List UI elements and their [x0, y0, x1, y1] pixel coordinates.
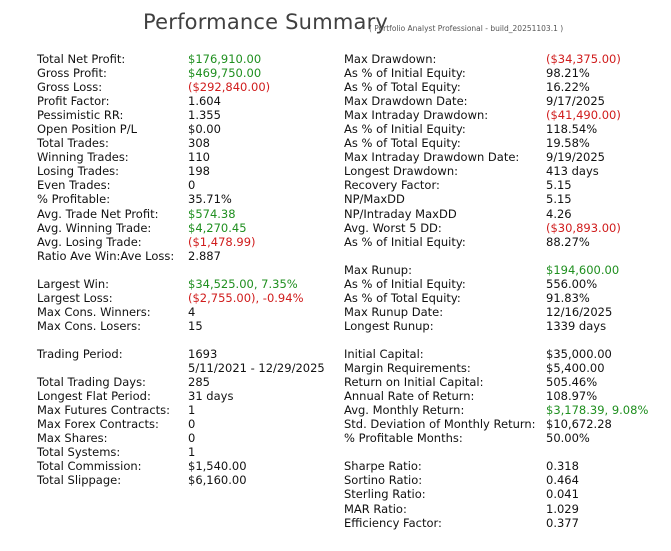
metric-value: 98.21%	[546, 66, 590, 81]
metric-row	[344, 164, 664, 178]
metric-label: Initial Capital:	[344, 346, 424, 361]
metric-value: 1339 days	[546, 318, 607, 333]
metric-label: Gross Profit:	[37, 66, 107, 81]
metric-value: 413 days	[546, 164, 599, 179]
metric-value: $0.00	[188, 122, 221, 137]
metric-label: As % of Initial Equity:	[344, 276, 466, 291]
metric-value: $35,000.00	[546, 346, 612, 361]
metric-row	[344, 122, 664, 136]
metric-label: As % of Total Equity:	[344, 136, 461, 151]
metric-row	[344, 389, 664, 403]
metric-value: 16.22%	[546, 80, 590, 95]
metric-value: 12/16/2025	[546, 304, 613, 319]
metric-row	[37, 431, 337, 445]
metric-label: Avg. Worst 5 DD:	[344, 220, 442, 235]
metric-value: 5/11/2021 - 12/29/2025	[188, 361, 325, 376]
metric-label: Longest Drawdown:	[344, 164, 459, 179]
metric-row	[344, 417, 664, 431]
metric-row	[344, 319, 664, 333]
metric-value: 0.377	[546, 515, 579, 530]
metric-value: 110	[188, 150, 210, 165]
metric-value: 31 days	[188, 389, 234, 404]
metric-label: Annual Rate of Return:	[344, 389, 475, 404]
metric-label: Total Slippage:	[37, 473, 122, 488]
spacer-row	[344, 249, 664, 263]
metric-value: 4.26	[546, 206, 572, 221]
left-metrics-column	[37, 52, 337, 487]
metric-label: NP/MaxDD	[344, 192, 405, 207]
metric-value: 1.029	[546, 501, 579, 516]
metric-row	[344, 431, 664, 445]
metric-label: % Profitable:	[37, 192, 111, 207]
metric-row	[37, 249, 337, 263]
metric-label: As % of Total Equity:	[344, 290, 461, 305]
metric-row	[37, 361, 337, 375]
metric-label: Trading Period:	[37, 346, 123, 361]
metric-row	[37, 305, 337, 319]
metric-label: As % of Initial Equity:	[344, 234, 466, 249]
metric-row	[344, 305, 664, 319]
metric-label: Profit Factor:	[37, 94, 110, 109]
metric-label: Max Intraday Drawdown Date:	[344, 150, 520, 165]
metric-label: Sharpe Ratio:	[344, 459, 422, 474]
metric-label: Max Runup:	[344, 262, 412, 277]
metric-label: Margin Requirements:	[344, 361, 471, 376]
metric-row	[344, 207, 664, 221]
metric-label: Avg. Winning Trade:	[37, 220, 152, 235]
metric-row	[344, 403, 664, 417]
build-subtitle: ( Portfolio Analyst Professional - build_20251103.1 )	[369, 24, 564, 33]
metric-row	[37, 52, 337, 66]
metric-row	[344, 347, 664, 361]
metric-row	[344, 375, 664, 389]
page-title: Performance Summary	[143, 10, 389, 34]
metric-value: 0	[188, 431, 196, 446]
metric-value: $1,540.00	[188, 459, 247, 474]
metric-label: Sterling Ratio:	[344, 487, 426, 502]
metric-value: 1	[188, 445, 196, 460]
metric-value: $34,525.00, 7.35%	[188, 276, 298, 291]
metric-value: 88.27%	[546, 234, 590, 249]
metric-value: 108.97%	[546, 389, 598, 404]
metric-value: ($2,755.00), -0.94%	[188, 290, 304, 305]
metric-label: Avg. Monthly Return:	[344, 403, 465, 418]
metric-row	[344, 487, 664, 501]
metric-label: Total Commission:	[37, 459, 142, 474]
metric-row	[344, 80, 664, 94]
metric-row	[37, 178, 337, 192]
metric-row	[344, 502, 664, 516]
metric-label: Max Forex Contracts:	[37, 417, 159, 432]
metric-label: Max Cons. Winners:	[37, 304, 151, 319]
report-header	[0, 10, 671, 40]
metric-row	[344, 52, 664, 66]
metric-value: 91.83%	[546, 290, 590, 305]
metric-row	[344, 178, 664, 192]
metric-row	[344, 192, 664, 206]
spacer-row	[37, 333, 337, 347]
metric-label: Largest Loss:	[37, 290, 113, 305]
metric-label: Max Drawdown Date:	[344, 94, 468, 109]
spacer-row	[344, 445, 664, 459]
metric-value: 556.00%	[546, 276, 598, 291]
metric-value: $5,400.00	[546, 361, 605, 376]
metric-row	[344, 473, 664, 487]
metric-row	[344, 291, 664, 305]
metric-row	[37, 150, 337, 164]
metric-value: $194,600.00	[546, 262, 620, 277]
metric-label: MAR Ratio:	[344, 501, 407, 516]
metric-label: Sortino Ratio:	[344, 473, 423, 488]
metric-value: 1	[188, 403, 196, 418]
metric-label: Total Trades:	[37, 136, 109, 151]
metric-value: 1.355	[188, 108, 221, 123]
metric-row	[344, 221, 664, 235]
metric-row	[37, 164, 337, 178]
metric-label: Longest Flat Period:	[37, 389, 151, 404]
metric-value: 9/19/2025	[546, 150, 605, 165]
metric-label: Avg. Trade Net Profit:	[37, 206, 159, 221]
metric-label: Gross Loss:	[37, 80, 103, 95]
metric-row	[344, 516, 664, 530]
metric-row	[37, 319, 337, 333]
metric-row	[37, 207, 337, 221]
metric-value: 50.00%	[546, 431, 590, 446]
metric-label: Total Trading Days:	[37, 375, 146, 390]
metric-label: Open Position P/L	[37, 122, 138, 137]
metric-label: Max Shares:	[37, 431, 108, 446]
metric-label: Ratio Ave Win:Ave Loss:	[37, 248, 175, 263]
metric-label: Largest Win:	[37, 276, 109, 291]
metric-value: $10,672.28	[546, 417, 612, 432]
metric-value: 2.887	[188, 248, 221, 263]
metric-label: As % of Initial Equity:	[344, 122, 466, 137]
metric-row	[37, 445, 337, 459]
metric-value: $3,178.39, 9.08%	[546, 403, 649, 418]
metric-value: $4,270.45	[188, 220, 247, 235]
metric-value: $469,750.00	[188, 66, 262, 81]
metric-value: 19.58%	[546, 136, 590, 151]
metric-label: Winning Trades:	[37, 150, 129, 165]
metric-label: Max Runup Date:	[344, 304, 444, 319]
metric-label: NP/Intraday MaxDD	[344, 206, 457, 221]
metric-value: 5.15	[546, 192, 572, 207]
metric-value: ($30,893.00)	[546, 220, 621, 235]
metric-value: 198	[188, 164, 210, 179]
metric-value: 0.041	[546, 487, 579, 502]
metric-row	[37, 136, 337, 150]
metric-row	[37, 473, 337, 487]
metric-row	[37, 403, 337, 417]
metric-label: Longest Runup:	[344, 318, 434, 333]
metric-value: $574.38	[188, 206, 236, 221]
metric-label: Pessimistic RR:	[37, 108, 124, 123]
metric-label: Max Futures Contracts:	[37, 403, 171, 418]
metric-label: Max Cons. Losers:	[37, 318, 141, 333]
metric-value: ($34,375.00)	[546, 52, 621, 66]
metric-row	[37, 375, 337, 389]
right-metrics-column	[344, 52, 664, 530]
metric-value: 1.604	[188, 94, 221, 109]
metric-row	[344, 277, 664, 291]
metric-row	[37, 122, 337, 136]
metric-label: Losing Trades:	[37, 164, 120, 179]
metric-row	[37, 192, 337, 206]
metric-label: Avg. Losing Trade:	[37, 234, 142, 249]
metric-row	[37, 66, 337, 80]
metric-label: Std. Deviation of Monthly Return:	[344, 417, 536, 432]
metric-label: Max Drawdown:	[344, 52, 437, 66]
metric-label: Total Systems:	[37, 445, 121, 460]
metric-label: % Profitable Months:	[344, 431, 463, 446]
metric-row	[344, 94, 664, 108]
metric-value: 0	[188, 417, 196, 432]
metric-value: ($41,490.00)	[546, 108, 621, 123]
metric-value: $176,910.00	[188, 52, 262, 66]
metric-label: Recovery Factor:	[344, 178, 440, 193]
metric-row	[344, 361, 664, 375]
metric-value: 285	[188, 375, 210, 390]
metric-value: ($292,840.00)	[188, 80, 271, 95]
metric-value: 5.15	[546, 178, 572, 193]
metric-value: $6,160.00	[188, 473, 247, 488]
spacer-row	[37, 263, 337, 277]
metric-row	[37, 221, 337, 235]
metric-row	[37, 94, 337, 108]
metric-row	[37, 80, 337, 94]
metric-value: 0.318	[546, 459, 579, 474]
metric-label: Total Net Profit:	[37, 52, 126, 66]
metric-label: Return on Initial Capital:	[344, 375, 484, 390]
metric-value: 4	[188, 304, 196, 319]
metric-row	[37, 459, 337, 473]
metric-label: Max Intraday Drawdown:	[344, 108, 489, 123]
metric-row	[37, 108, 337, 122]
metric-value: 505.46%	[546, 375, 598, 390]
metric-row	[37, 235, 337, 249]
metric-value: ($1,478.99)	[188, 234, 256, 249]
metric-row	[37, 291, 337, 305]
metric-value: 0.464	[546, 473, 579, 488]
metric-row	[344, 459, 664, 473]
metric-row	[344, 108, 664, 122]
metric-value: 15	[188, 318, 203, 333]
metric-row	[37, 347, 337, 361]
metric-row	[344, 136, 664, 150]
metric-value: 35.71%	[188, 192, 232, 207]
metric-row	[344, 150, 664, 164]
metric-value: 308	[188, 136, 210, 151]
metric-row	[344, 235, 664, 249]
metric-label: As % of Initial Equity:	[344, 66, 466, 81]
metric-label: As % of Total Equity:	[344, 80, 461, 95]
metric-row	[37, 389, 337, 403]
metric-value: 118.54%	[546, 122, 598, 137]
metric-value: 1693	[188, 346, 218, 361]
metric-label: Even Trades:	[37, 178, 111, 193]
metric-row	[37, 417, 337, 431]
metric-row	[344, 66, 664, 80]
metric-value: 9/17/2025	[546, 94, 605, 109]
metric-row	[37, 277, 337, 291]
spacer-row	[344, 333, 664, 347]
metric-value: 0	[188, 178, 196, 193]
metric-row	[344, 263, 664, 277]
metric-label: Efficiency Factor:	[344, 515, 442, 530]
